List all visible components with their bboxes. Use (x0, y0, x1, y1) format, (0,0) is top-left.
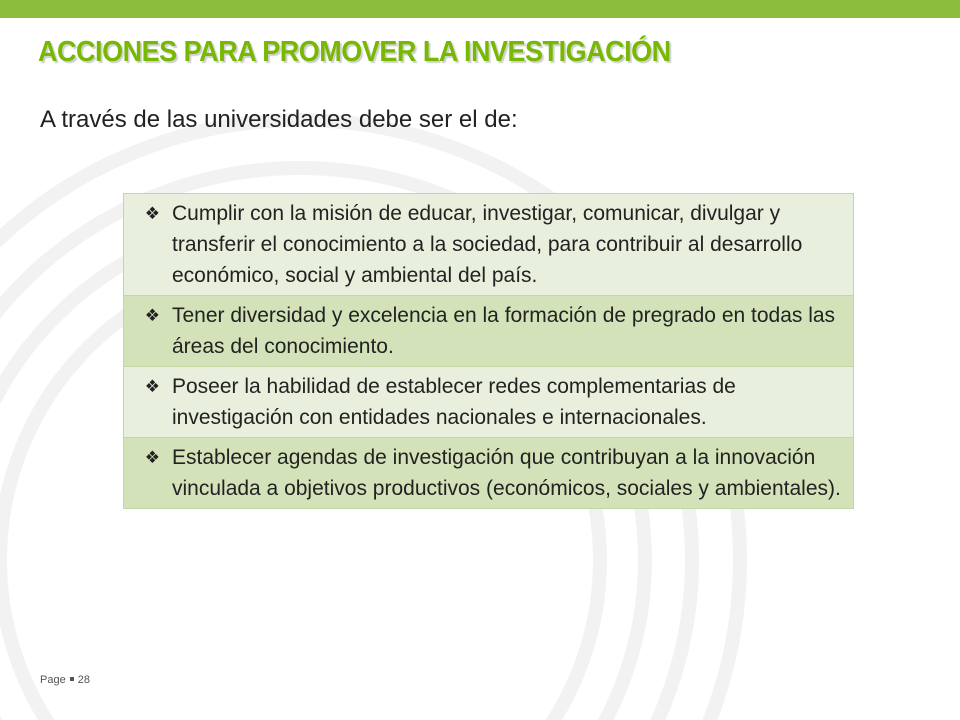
table-row (124, 438, 854, 509)
diamond-bullet-icon: ❖ (144, 448, 160, 467)
list-item (124, 198, 843, 291)
list-item (124, 442, 843, 504)
table-row (124, 296, 854, 367)
table-row (124, 194, 854, 296)
table-row (124, 367, 854, 438)
slide-subtitle: A través de las universidades debe ser el de: (40, 106, 518, 133)
page-label: Page (40, 674, 66, 686)
diamond-bullet-icon: ❖ (144, 306, 160, 325)
separator-square-icon (70, 677, 74, 681)
page-number: 28 (77, 674, 90, 686)
list-item-text: Poseer la habilidad de establecer redes complementarias de investigación con entidades nacionales e internacionales. (172, 375, 736, 429)
page-footer (40, 674, 90, 686)
diamond-bullet-icon: ❖ (144, 377, 160, 396)
slide-title: ACCIONES PARA PROMOVER LA INVESTIGACIÓN (38, 36, 671, 68)
list-item (124, 300, 843, 362)
list-item-text: Cumplir con la misión de educar, investigar, comunicar, divulgar y transferir el conocimiento a la sociedad, para contribuir al desarrollo económico, social y ambiental del país. (172, 202, 803, 287)
list-item-text: Tener diversidad y excelencia en la formación de pregrado en todas las áreas del conocimiento. (172, 304, 836, 358)
list-item-text: Establecer agendas de investigación que contribuyan a la innovación vinculada a objetivos productivos (económicos, sociales y ambientales). (172, 446, 841, 500)
list-item (124, 371, 843, 433)
actions-table (123, 193, 854, 509)
diamond-bullet-icon: ❖ (144, 204, 160, 223)
